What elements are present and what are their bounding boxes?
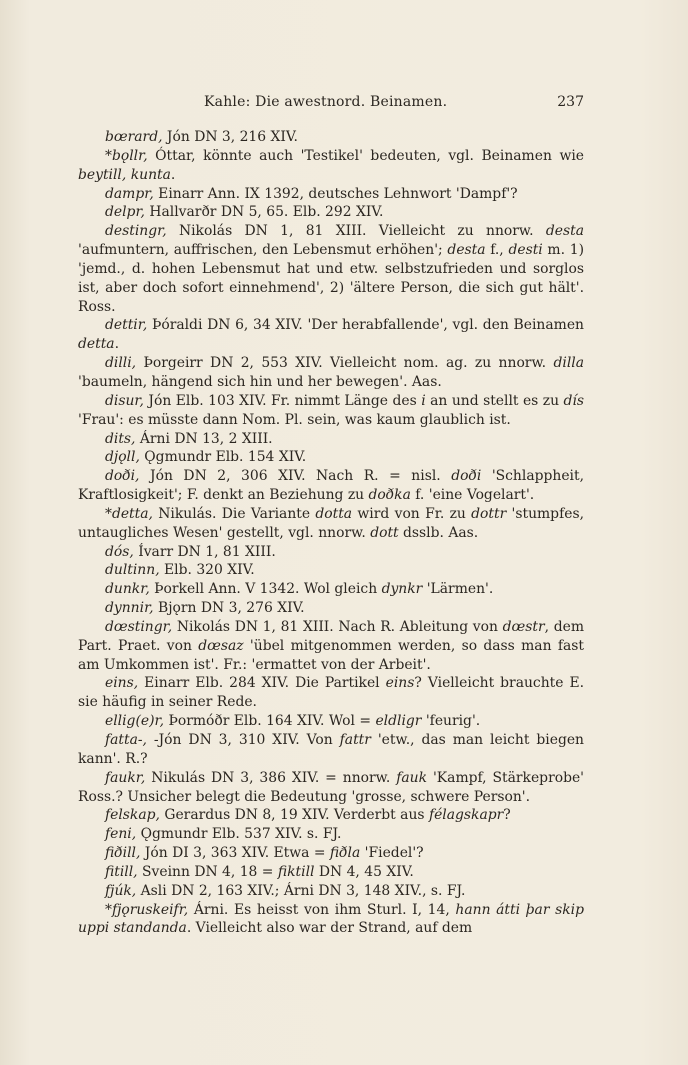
entry: dampr, Einarr Ann. IX 1392, deutsches Lehnwort 'Dampf'? [105, 185, 518, 202]
entry-headword: dettir, [105, 317, 148, 334]
dictionary-entries [78, 128, 584, 938]
page-number: 237 [557, 94, 584, 110]
entry: fiðill, Jón DI 3, 363 XIV. Etwa = fiðla 'Fiedel'? [105, 845, 424, 862]
entry-headword: feni, [105, 826, 137, 843]
entry-headword: dós, [105, 543, 134, 560]
entry-headword: dunkr, [105, 581, 150, 598]
entry-headword: fjúk, [105, 882, 137, 899]
entry: *bǫllr, Óttar, könnte auch 'Testikel' bedeuten, vgl. Beinamen wie beytill, kunta. [78, 147, 584, 183]
entry-headword: *detta, [105, 505, 153, 522]
entry-headword: fitill, [105, 863, 138, 880]
entry: dits, Árni DN 13, 2 XIII. [105, 430, 273, 447]
entry-headword: ellig(e)r, [105, 713, 165, 730]
entry-headword: felskap, [105, 807, 160, 824]
entry: disur, Jón Elb. 103 XIV. Fr. nimmt Länge des i an und stellt es zu dís 'Frau': es müsste dann Nom. Pl. sein, was kaum glaublich ist. [78, 392, 584, 428]
entry: dettir, Þóraldi DN 6, 34 XIV. 'Der herabfallende', vgl. den Beinamen detta. [78, 317, 584, 353]
entry-headword: dultinn, [105, 562, 160, 579]
entry-headword: doði, [105, 468, 140, 485]
entry: djǫll, Ǫgmundr Elb. 154 XIV. [105, 449, 307, 466]
entry: dós, Ívarr DN 1, 81 XIII. [105, 543, 276, 560]
entry-headword: *bǫllr, [105, 147, 148, 164]
entry: fatta-, -Jón DN 3, 310 XIV. Von fattr 'etw., das man leicht biegen kann'. R.? [78, 732, 585, 767]
entry: dilli, Þorgeirr DN 2, 553 XIV. Vielleicht nom. ag. zu nnorw. dilla 'baumeln, hängend sich hin und her bewegen'. Aas. [78, 355, 584, 390]
entry-headword: faukr, [105, 769, 146, 786]
entry-headword: dynnir, [105, 600, 154, 617]
entry-headword: dampr, [105, 185, 154, 202]
entry-headword: bœrard, [105, 129, 163, 145]
entry-headword: disur, [105, 392, 144, 409]
entry-headword: dilli, [105, 355, 137, 372]
entry: fitill, Sveinn DN 4, 18 = fiktill DN 4, 45 XIV. [105, 863, 414, 880]
entry: dœstingr, Nikolás DN 1, 81 XIII. Nach R. Ableitung von dœstr, dem Part. Praet. von dœsaz 'übel mitgenommen werden, so dass man fast am Umkommen ist'. Fr.: 'ermattet von der Arbeit'. [78, 618, 584, 673]
entry-headword: dœstingr, [105, 618, 173, 635]
entry: dultinn, Elb. 320 XIV. [105, 562, 255, 579]
entry: *fjǫruskeifr, Árni. Es heisst von ihm Sturl. I, 14, hann átti þar skip uppi standanda. Vielleicht also war der Strand, auf dem [78, 901, 584, 937]
entry-headword: eins, [105, 675, 139, 692]
entry: fjúk, Asli DN 2, 163 XIV.; Árni DN 3, 148 XIV., s. FJ. [105, 882, 466, 899]
entry-headword: destingr, [105, 223, 167, 240]
entry-headword: delpr, [105, 204, 145, 221]
entry-headword: fiðill, [105, 845, 141, 862]
entry: ellig(e)r, Þormóðr Elb. 164 XIV. Wol = eldligr 'feurig'. [105, 713, 481, 730]
entry: dunkr, Þorkell Ann. V 1342. Wol gleich dynkr 'Lärmen'. [105, 581, 494, 598]
entry-headword: djǫll, [105, 449, 140, 466]
page-header [78, 92, 584, 112]
entry: faukr, Nikulás DN 3, 386 XIV. = nnorw. fauk 'Kampf, Stärkeprobe' Ross.? Unsicher belegt die Bedeutung 'grosse, schwere Person'. [78, 769, 584, 805]
entry: delpr, Hallvarðr DN 5, 65. Elb. 292 XIV. [105, 204, 384, 221]
entry: bœrard, Jón DN 3, 216 XIV. [105, 129, 298, 145]
entry-headword: *fjǫruskeifr, [105, 901, 189, 918]
entry: eins, Einarr Elb. 284 XIV. Die Partikel eins? Vielleicht brauchte E. sie häufig in seiner Rede. [78, 675, 585, 711]
entry: dynnir, Bjǫrn DN 3, 276 XIV. [105, 600, 305, 617]
entry: destingr, Nikolás DN 1, 81 XIII. Vielleicht zu nnorw. desta 'aufmuntern, auffrischen, den Lebensmut erhöhen'; desta f., desti m. 1) 'jemd., d. hohen Lebensmut hat und etw. selbstzufrieden und sorglos ist, aber doch sofort einnehmend', 2) 'ältere Person, die sich gut hält'. Ross. [78, 223, 584, 315]
running-title: Kahle: Die awestnord. Beinamen. [204, 94, 448, 110]
entry: felskap, Gerardus DN 8, 19 XIV. Verderbt aus félagskapr? [105, 807, 511, 824]
entry: doði, Jón DN 2, 306 XIV. Nach R. = nisl. doði 'Schlappheit, Kraftlosigkeit'; F. denkt an Beziehung zu doðka f. 'eine Vogelart'. [78, 468, 584, 504]
entry-headword: fatta-, [105, 732, 147, 748]
entry: *detta, Nikulás. Die Variante dotta wird von Fr. zu dottr 'stumpfes, untaugliches Wesen' gestellt, vgl. nnorw. dott dsslb. Aas. [78, 505, 584, 541]
entry-headword: dits, [105, 430, 136, 447]
entry: feni, Ǫgmundr Elb. 537 XIV. s. FJ. [105, 826, 342, 843]
